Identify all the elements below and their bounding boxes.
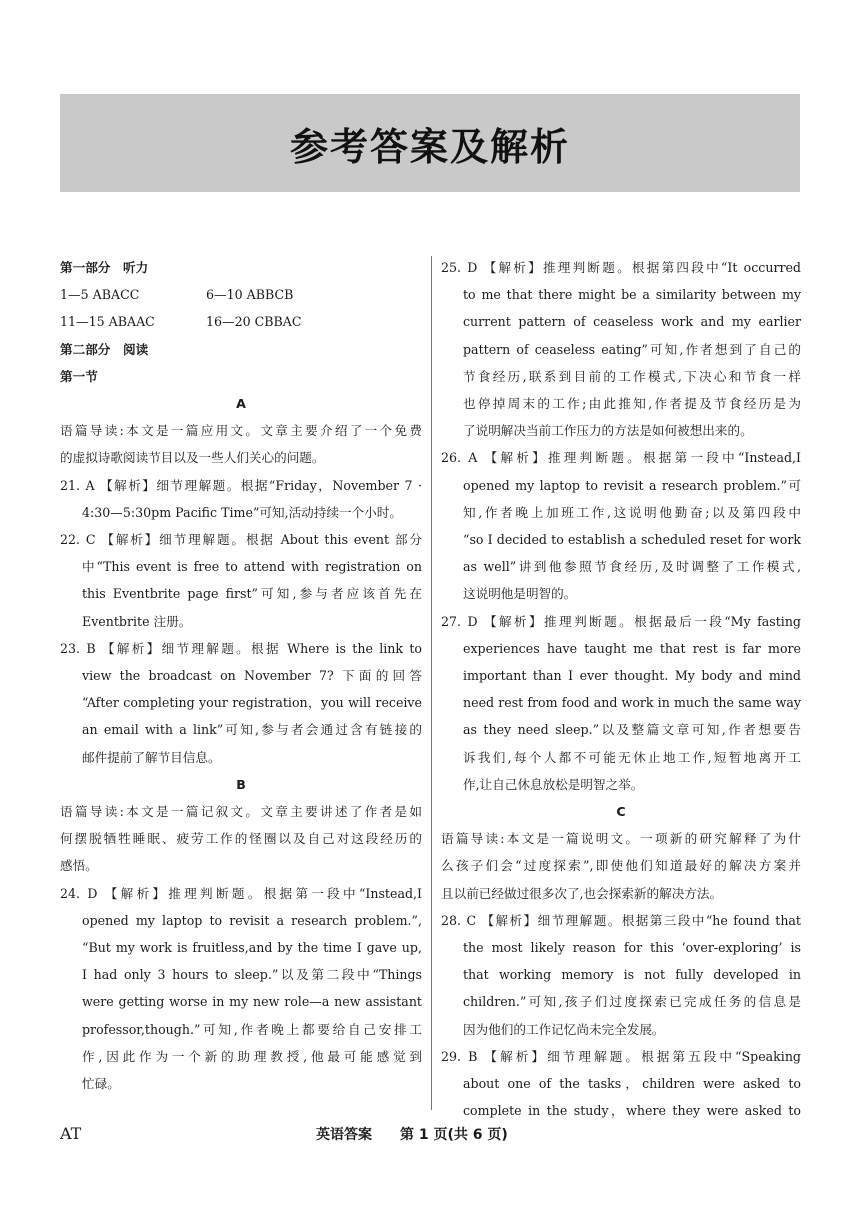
passage-label-b: B bbox=[236, 776, 246, 792]
question-22 bbox=[60, 526, 422, 635]
answer-line: complete in the study，where they were asked to bbox=[463, 1103, 801, 1119]
answer-line: to me that there might be a similarity between my bbox=[463, 287, 801, 303]
answer-line: as well”讲到他参照节食经历,及时调整了工作模式, bbox=[463, 559, 801, 575]
guide-line: 语篇导读:本文是一篇说明文。一项新的研究解释了为什 bbox=[441, 831, 801, 847]
guide-line: 且以前已经做过很多次了,也会探索新的解决方法。 bbox=[441, 885, 723, 901]
footer-subject-page bbox=[316, 1124, 508, 1144]
answer-line: 作,因此作为一个新的助理教授,他最可能感觉到 bbox=[82, 1048, 422, 1064]
answer-line: 邮件提前了解节目信息。 bbox=[82, 749, 221, 765]
answer-line: 23. B 【解析】细节理解题。根据 Where is the link to bbox=[60, 640, 422, 656]
part1-heading: 第一部分 听力 bbox=[60, 260, 149, 275]
answer-line: 作,让自己休息放松是明智之举。 bbox=[463, 776, 644, 792]
answer-line: 了说明解决当前工作压力的方法是如何被想出来的。 bbox=[463, 423, 753, 439]
question-28 bbox=[441, 907, 801, 1043]
question-25 bbox=[441, 254, 801, 444]
title-banner bbox=[60, 94, 800, 192]
answer-line: important than I ever thought. My body and mind bbox=[463, 668, 801, 684]
answer-line: this Eventbrite page first”可知,参与者应该首先在 bbox=[82, 586, 422, 602]
guide-line: 语篇导读:本文是一篇应用文。文章主要介绍了一个免费 bbox=[60, 423, 422, 439]
guide-c bbox=[441, 825, 801, 907]
answer-line: that working memory is not fully developed in bbox=[463, 967, 801, 983]
answer-line: “After completing your registration，you will receive bbox=[82, 695, 422, 711]
answer-line: 节食经历,联系到目前的工作模式,下决心和节食一样 bbox=[463, 368, 801, 384]
answer-line: 22. C 【解析】细节理解题。根据 About this event 部分 bbox=[60, 532, 422, 548]
section-heading: 第一节 bbox=[60, 368, 98, 384]
answer-line: opened my laptop to revisit a research problem.”可 bbox=[463, 477, 801, 493]
answer-line: 25. D 【解析】推理判断题。根据第四段中“It occurred bbox=[441, 260, 801, 275]
question-24 bbox=[60, 880, 422, 1098]
answer-line: 21. A 【解析】细节理解题。根据“Friday，November 7 · bbox=[60, 477, 422, 493]
answer-line: 中“This event is free to attend with registration on bbox=[82, 559, 422, 575]
guide-line: 感悟。 bbox=[60, 858, 98, 874]
answer-line: pattern of ceaseless eating”可知,作者想到了自己的 bbox=[463, 341, 801, 357]
guide-line: 的虚拟诗歌阅读节目以及一些人们关心的问题。 bbox=[60, 450, 325, 466]
answer-line: the most likely reason for this ‘over-exploring’ is bbox=[463, 940, 801, 956]
page-footer bbox=[60, 1124, 800, 1148]
answer-line: 知,作者晚上加班工作,这说明他勤奋;以及第四段中 bbox=[463, 504, 801, 520]
answer-line: experiences have taught me that rest is far more bbox=[463, 640, 801, 656]
answer-line: current pattern of ceaseless work and my earlier bbox=[463, 314, 801, 330]
answer-row bbox=[60, 281, 422, 308]
answer-line: opened my laptop to revisit a research problem.”, bbox=[82, 912, 422, 928]
answer-line: “so I decided to establish a scheduled reset for work bbox=[463, 532, 801, 548]
answer-line: 忙碌。 bbox=[82, 1076, 120, 1092]
answer-line: 24. D 【解析】推理判断题。根据第一段中“Instead,I bbox=[60, 885, 422, 901]
guide-a bbox=[60, 417, 422, 471]
answer-line: 因为他们的工作记忆尚未完全发展。 bbox=[463, 1021, 665, 1037]
answer-line: 诉我们,每个人都不可能无休止地工作,短暂地离开工 bbox=[463, 749, 801, 765]
paper-code: AT bbox=[60, 1124, 82, 1143]
answer-group: 6—10 ABBCB bbox=[206, 287, 294, 303]
answer-group: 11—15 ABAAC bbox=[60, 314, 155, 330]
answer-line: 4:30—5:30pm Pacific Time”可知,活动持续一个小时。 bbox=[82, 504, 402, 520]
answer-row bbox=[60, 308, 422, 335]
question-26 bbox=[441, 444, 801, 607]
answer-group: 1—5 ABACC bbox=[60, 287, 140, 303]
passage-label-c: C bbox=[616, 804, 626, 820]
left-column bbox=[60, 254, 422, 1097]
answer-line: 也停掉周末的工作;由此推知,作者提及节食经历是为 bbox=[463, 396, 801, 412]
answer-line: children.”可知,孩子们过度探索已完成任务的信息是 bbox=[463, 994, 801, 1010]
question-23 bbox=[60, 635, 422, 771]
answer-line: were getting worse in my new role—a new assistant bbox=[82, 994, 422, 1010]
answer-line: Eventbrite 注册。 bbox=[82, 613, 192, 629]
guide-line: 何摆脱牺牲睡眠、疲劳工作的怪圈以及自己对这段经历的 bbox=[60, 831, 422, 847]
page-number: 第 1 页(共 6 页) bbox=[400, 1127, 508, 1143]
answer-line: 29. B 【解析】细节理解题。根据第五段中“Speaking bbox=[441, 1048, 801, 1064]
guide-b bbox=[60, 798, 422, 880]
answer-line: about one of the tasks，children were asked to bbox=[463, 1076, 801, 1092]
answer-group: 16—20 CBBAC bbox=[206, 314, 302, 330]
passage-label-a: A bbox=[236, 396, 246, 412]
column-divider bbox=[431, 256, 432, 1110]
answer-line: I had only 3 hours to sleep.”以及第二段中“Things bbox=[82, 967, 422, 983]
question-27 bbox=[441, 608, 801, 798]
part2-heading: 第二部分 阅读 bbox=[60, 341, 149, 357]
guide-line: 语篇导读:本文是一篇记叙文。文章主要讲述了作者是如 bbox=[60, 804, 422, 820]
answer-line: 26. A 【解析】推理判断题。根据第一段中“Instead,I bbox=[441, 450, 801, 466]
subject-label: 英语答案 bbox=[316, 1127, 372, 1143]
answer-line: need rest from food and work in much the same way bbox=[463, 695, 801, 711]
question-29 bbox=[441, 1043, 801, 1125]
answer-line: an email with a link”可知,参与者会通过含有链接的 bbox=[82, 722, 422, 738]
answer-line: professor,though.”可知,作者晚上都要给自己安排工 bbox=[82, 1021, 422, 1037]
guide-line: 么孩子们会“过度探索”,即使他们知道最好的解决方案并 bbox=[441, 858, 801, 874]
answer-line: 28. C 【解析】细节理解题。根据第三段中“he found that bbox=[441, 912, 801, 928]
page-title: 参考答案及解析 bbox=[289, 123, 570, 169]
answer-line: as they need sleep.”以及整篇文章可知,作者想要告 bbox=[463, 722, 801, 738]
answer-line: “But my work is fruitless,and by the time I gave up, bbox=[82, 940, 422, 956]
right-column bbox=[441, 254, 801, 1125]
answer-line: view the broadcast on November 7? 下面的回答 bbox=[82, 668, 422, 684]
answer-line: 这说明他是明智的。 bbox=[463, 586, 577, 602]
answer-line: 27. D 【解析】推理判断题。根据最后一段“My fasting bbox=[441, 613, 801, 629]
question-21 bbox=[60, 472, 422, 526]
